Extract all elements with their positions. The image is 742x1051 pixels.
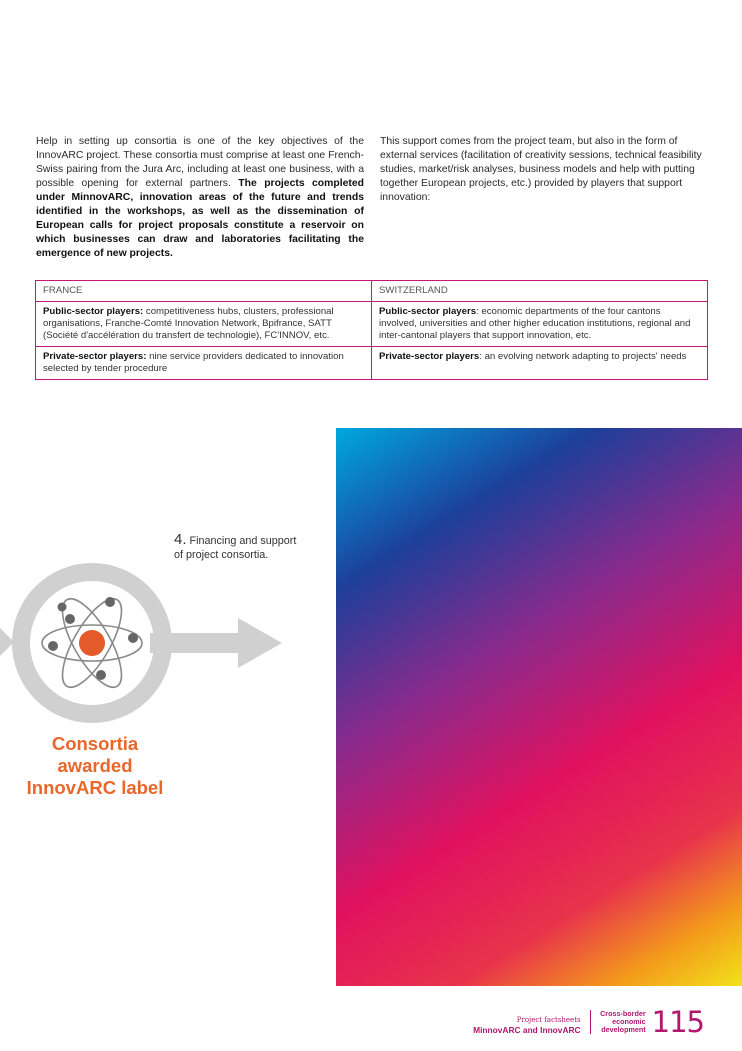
rainbow-gradient-panel xyxy=(336,428,742,986)
table-row xyxy=(36,347,708,380)
intro-left-bold: The projects completed under MinnovARC, innovation areas of the future and trends identified in the workshops, as well as the dissemination of European calls for project proposals constitute a reservoir on which businesses can draw and laboratories facilitating the emergence of new projects. xyxy=(36,178,364,259)
cell-label: Public-sector players xyxy=(379,306,477,317)
table-cell xyxy=(372,347,708,380)
step-number: 4. xyxy=(174,531,187,548)
intro-left-plain: Help in setting up consortia is one of the key objectives of the InnovARC project. These consortia must comprise at least one French-Swiss pairing from the Jura Arc, including at least one business, with a possible opening for external partners. xyxy=(36,136,364,189)
table-row xyxy=(36,302,708,347)
footer-section-line3: development xyxy=(601,1025,646,1034)
footer-section-line2: economic xyxy=(612,1017,646,1026)
table-header-france: FRANCE xyxy=(36,281,372,302)
consortia-line1: Consortia xyxy=(51,733,139,754)
footer-section xyxy=(600,1010,646,1034)
cell-text: competitiveness hubs, clusters, professional organisations, Franche-Comté Innovation Network, Bpifrance, SATT (Société d'accélération du transfert de technologie), FC'INNOV, etc. xyxy=(43,306,334,341)
consortia-line2: awarded xyxy=(57,755,133,776)
step-label xyxy=(174,533,296,562)
consortia-line3: InnovARC label xyxy=(26,777,164,798)
cell-text: : economic departments of the four cantons involved, universities and other higher education institutions, regional and inter-cantonal players that support innovation, etc. xyxy=(379,306,691,341)
arrow-right-icon xyxy=(238,618,282,668)
footer-big-title: MinnovARC and InnovARC xyxy=(473,1025,581,1035)
footer-divider xyxy=(590,1010,592,1034)
intro-left-paragraph xyxy=(36,135,364,261)
table-cell xyxy=(36,302,372,347)
step-text-line1: Financing and support xyxy=(186,535,297,547)
footer-section-line1: Cross-border xyxy=(600,1009,646,1018)
table-header-row xyxy=(36,281,708,302)
step-text-line2: of project consortia. xyxy=(174,549,269,561)
table-cell xyxy=(372,302,708,347)
table-cell xyxy=(36,347,372,380)
cell-text: nine service providers dedicated to innovation selected by tender procedure xyxy=(43,351,344,374)
atom-icon xyxy=(42,591,142,696)
cell-label: Public-sector players: xyxy=(43,306,144,317)
consortia-label xyxy=(10,733,180,799)
cell-label: Private-sector players: xyxy=(43,351,147,362)
cell-label: Private-sector players xyxy=(379,351,480,362)
players-table xyxy=(35,280,708,380)
intro-right-paragraph: This support comes from the project team, but also in the form of external services (facilitation of creativity sessions, technical feasibility studies, market/risk analyses, business models and help with putting together European projects, etc.) provided by players that support innovation: xyxy=(380,136,702,203)
page-number: 115 xyxy=(651,1005,704,1039)
footer-title xyxy=(473,1016,580,1036)
page-footer xyxy=(473,1005,704,1039)
footer-small-title: Project factsheets xyxy=(516,1016,581,1024)
consortia-graphic xyxy=(0,560,300,730)
table-header-switzerland: SWITZERLAND xyxy=(372,281,708,302)
arrow-left-stub xyxy=(0,628,14,656)
cell-text: : an evolving network adapting to projects' needs xyxy=(479,351,687,362)
